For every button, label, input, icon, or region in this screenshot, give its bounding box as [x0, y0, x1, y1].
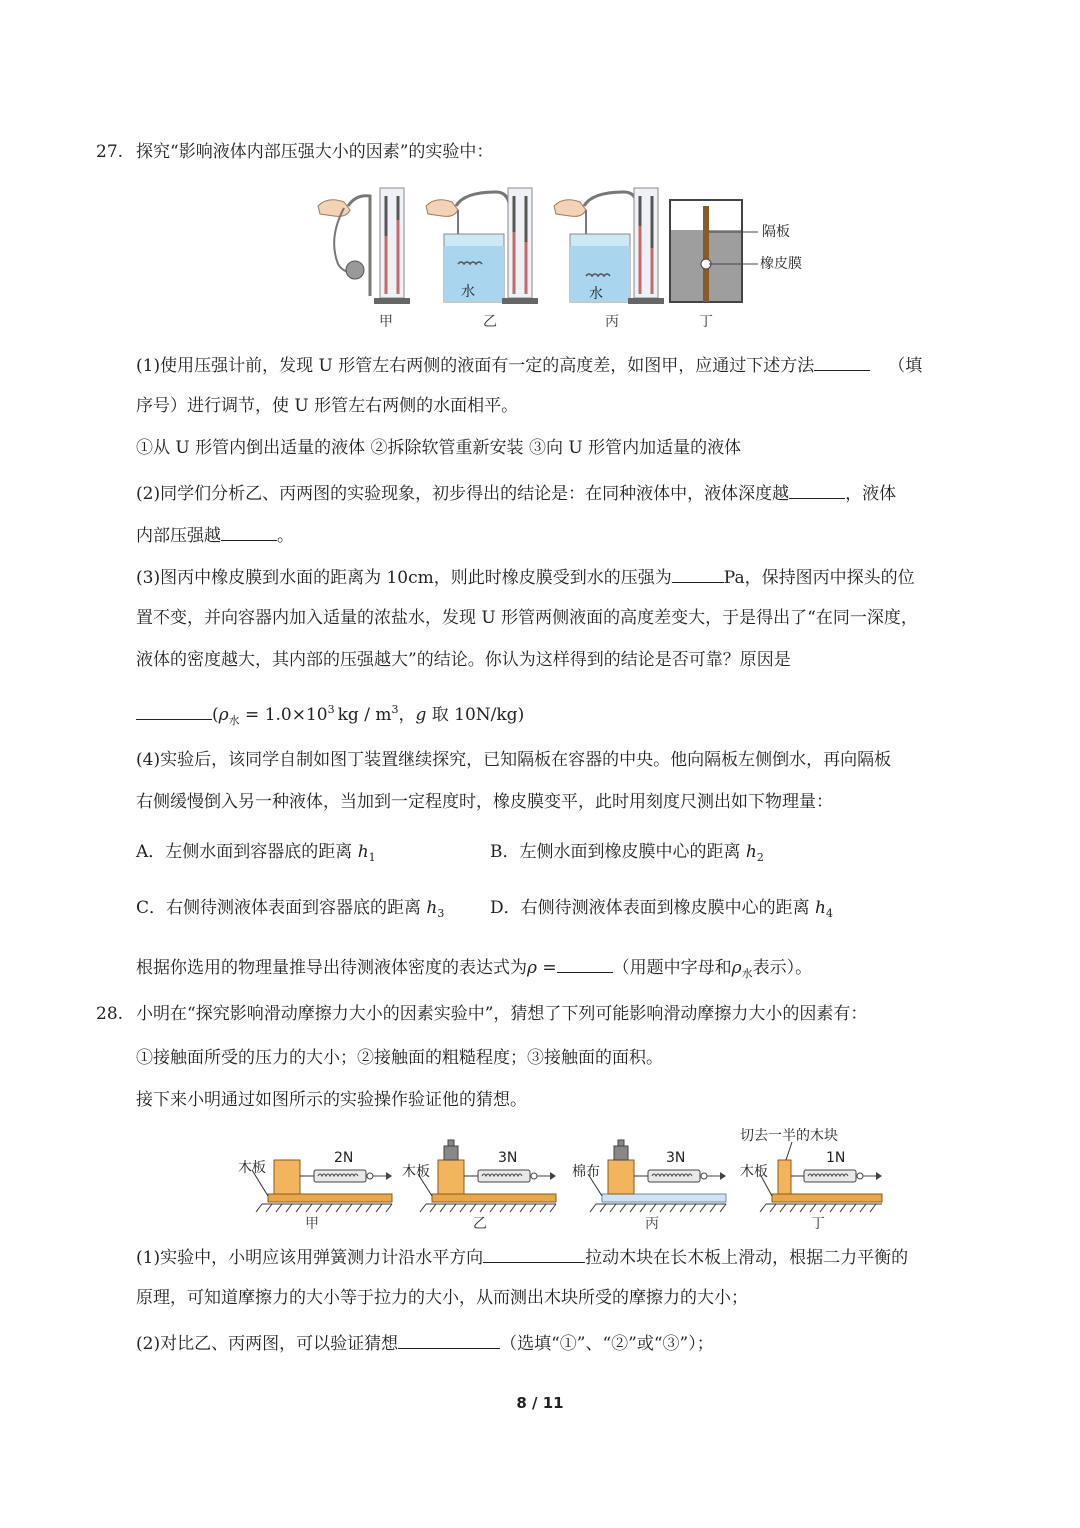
- option-a-text: A．左侧水面到容器底的距离: [136, 842, 358, 862]
- q27-answer-blank-2a[interactable]: [789, 480, 845, 499]
- option-b: [490, 840, 764, 870]
- panel-yi-friction: [402, 1140, 556, 1232]
- q27-part4-final: [136, 954, 812, 986]
- formula-g: g: [415, 705, 427, 725]
- q27-final-text-b: （用题中字母和: [612, 958, 732, 978]
- q27-part1-fill-hint: （填: [888, 356, 923, 376]
- formula-rho-sub: 水: [228, 714, 240, 727]
- q27-answer-blank-1[interactable]: [814, 352, 870, 371]
- q27-part2-line1: [136, 480, 896, 506]
- force-label-ding: 1N: [826, 1150, 846, 1166]
- water-label-yi: 水: [461, 284, 475, 300]
- final-eq: =: [537, 958, 557, 978]
- q27-part4-line2: 右侧缓慢倒入另一种液体，当加到一定程度时，橡皮膜变平，此时用刻度尺测出如下物理量：: [136, 792, 833, 812]
- q27-part3-text: (3)图丙中橡皮膜到水面的距离为 10cm，则此时橡皮膜受到水的压强为: [136, 568, 672, 588]
- question-27-number: 27.: [96, 142, 124, 162]
- caption-friction-jia: 甲: [305, 1216, 319, 1232]
- option-d-sub: 4: [826, 907, 833, 920]
- option-c-text: C．右侧待测液体表面到容器底的距离: [136, 898, 427, 918]
- q27-part1-line2: 序号）进行调节，使 U 形管左右两侧的水面相平。: [136, 396, 519, 416]
- final-rho-water-sub: 水: [741, 967, 753, 980]
- caption-ding: 丁: [699, 314, 713, 330]
- q28-part1-line2: 原理，可知道摩擦力的大小等于拉力的大小，从而测出木块所受的摩擦力的大小；: [136, 1288, 748, 1308]
- option-b-sub: 2: [756, 851, 764, 864]
- panel-bing-gauge: [554, 188, 664, 304]
- q27-part1-line1: [136, 352, 922, 378]
- force-label-bing: 3N: [666, 1150, 686, 1166]
- q28-answer-blank-1[interactable]: [483, 1244, 585, 1263]
- q27-part2-line2: [136, 522, 294, 548]
- option-c: [136, 896, 444, 926]
- caption-yi: 乙: [483, 314, 497, 330]
- formula-g-value: 取 10N/kg): [426, 705, 525, 725]
- question-28-title: 小明在“探究影响滑动摩擦力大小的因素实验中”，猜想了下列可能影响滑动摩擦力大小的因素有：: [136, 1004, 868, 1024]
- formula-exponent: 3: [327, 703, 335, 716]
- panel-ding-friction: [740, 1127, 882, 1232]
- q27-part2-text-d: 。: [277, 526, 294, 546]
- formula-rho: ρ: [218, 705, 229, 725]
- q28-part2-line1: [136, 1330, 714, 1356]
- pressure-experiment-figure: [300, 176, 820, 336]
- q28-intro: 接下来小明通过如图所示的实验操作验证他的猜想。: [136, 1090, 527, 1110]
- q27-answer-blank-2b[interactable]: [221, 522, 277, 541]
- formula-unit-exponent: 3: [391, 703, 399, 716]
- final-rho-water: ρ: [731, 958, 742, 978]
- q27-part1-text: (1)使用压强计前，发现 U 形管左右两侧的液面有一定的高度差，如图甲，应通过下述方法: [136, 356, 815, 376]
- q27-part2-text-b: ，液体: [845, 484, 897, 504]
- surface-label-ding: 木板: [740, 1164, 768, 1180]
- q27-answer-blank-4[interactable]: [557, 954, 613, 973]
- q27-part3-formula-line: ($\rho_水 = 1.0\times 10^3$ kg / $m^3$，g 取 10N/kg): [136, 698, 524, 733]
- q27-answer-blank-3b[interactable]: [136, 701, 212, 720]
- option-c-var: h: [426, 898, 438, 918]
- option-c-sub: 3: [437, 907, 445, 920]
- caption-friction-ding: 丁: [811, 1216, 825, 1232]
- option-b-var: h: [745, 842, 757, 862]
- q28-part1-line1: [136, 1244, 908, 1270]
- panel-bing-friction: [572, 1140, 726, 1232]
- q27-part1-options: ①从 U 形管内倒出适量的液体 ②拆除软管重新安装 ③向 U 形管内加适量的液体: [136, 438, 742, 458]
- q28-answer-blank-2[interactable]: [398, 1330, 500, 1349]
- final-rho: ρ: [527, 958, 537, 978]
- surface-label-jia: 木板: [238, 1160, 266, 1176]
- friction-experiment-figure: [232, 1124, 892, 1234]
- option-d: [490, 896, 833, 926]
- question-27-title: 探究“影响液体内部压强大小的因素”的实验中：: [136, 142, 494, 162]
- cut-block-label: 切去一半的木块: [740, 1128, 838, 1144]
- caption-bing: 丙: [605, 314, 619, 330]
- partition-label: 隔板: [762, 224, 790, 240]
- water-label-bing: 水: [589, 286, 603, 302]
- q27-part3-line2: 置不变，并向容器内加入适量的浓盐水，发现 U 形管两侧液面的高度差变大，于是得出了“在同一深度，: [136, 608, 918, 628]
- q28-part2-text: (2)对比乙、丙两图，可以验证猜想: [136, 1334, 399, 1354]
- caption-jia: 甲: [379, 314, 393, 330]
- q27-final-text-c: 表示）。: [752, 958, 813, 978]
- caption-friction-bing: 丙: [645, 1216, 659, 1232]
- q27-part3-text-b: Pa，保持图丙中探头的位: [723, 568, 915, 588]
- page-number: 8 / 11: [516, 1394, 564, 1412]
- option-a: [136, 840, 376, 870]
- q28-part1-text: (1)实验中，小明应该用弹簧测力计沿水平方向: [136, 1248, 484, 1268]
- membrane-label: 橡皮膜: [760, 256, 802, 272]
- q27-part4-line1: (4)实验后，该同学自制如图丁装置继续探究，已知隔板在容器的中央。他向隔板左侧倒水，再向隔板: [136, 750, 892, 770]
- q27-answer-blank-3a[interactable]: [672, 564, 724, 583]
- panel-yi-gauge: [426, 188, 538, 304]
- option-d-var: h: [815, 898, 826, 918]
- q28-part2-text-b: （选填“①”、“②”或“③”）；: [500, 1334, 714, 1354]
- q27-part2-text: (2)同学们分析乙、丙两图的实验现象，初步得出的结论是：在同种液体中，液体深度越: [136, 484, 790, 504]
- formula-value: = 1.0×10: [239, 705, 328, 725]
- panel-jia-friction: [238, 1150, 392, 1232]
- option-a-var: h: [357, 842, 369, 862]
- surface-label-yi: 木板: [402, 1164, 430, 1180]
- panel-ding-container: [670, 200, 802, 302]
- force-label-jia: 2N: [334, 1150, 354, 1166]
- panel-jia-gauge: [318, 188, 410, 304]
- q27-final-text: 根据你选用的物理量推导出待测液体密度的表达式为: [136, 958, 527, 978]
- q28-guesses: ①接触面所受的压力的大小；②接触面的粗糙程度；③接触面的面积。: [136, 1048, 663, 1068]
- option-b-text: B．左侧水面到橡皮膜中心的距离: [490, 842, 746, 862]
- formula-open-paren: (: [212, 705, 219, 725]
- question-28-number: 28.: [96, 1004, 124, 1024]
- q27-part2-text-c: 内部压强越: [136, 526, 221, 546]
- formula-unit: kg / m: [337, 705, 392, 725]
- q27-part3-line3: 液体的密度越大，其内部的压强越大”的结论。你认为这样得到的结论是否可靠？原因是: [136, 650, 791, 670]
- force-label-yi: 3N: [498, 1150, 518, 1166]
- surface-label-bing: 棉布: [572, 1164, 600, 1180]
- option-a-sub: 1: [368, 851, 376, 864]
- q28-part1-text-b: 拉动木块在长木板上滑动，根据二力平衡的: [585, 1248, 909, 1268]
- option-d-text: D．右侧待测液体表面到橡皮膜中心的距离: [490, 898, 816, 918]
- caption-friction-yi: 乙: [473, 1216, 487, 1232]
- q27-part3-line1: [136, 564, 915, 590]
